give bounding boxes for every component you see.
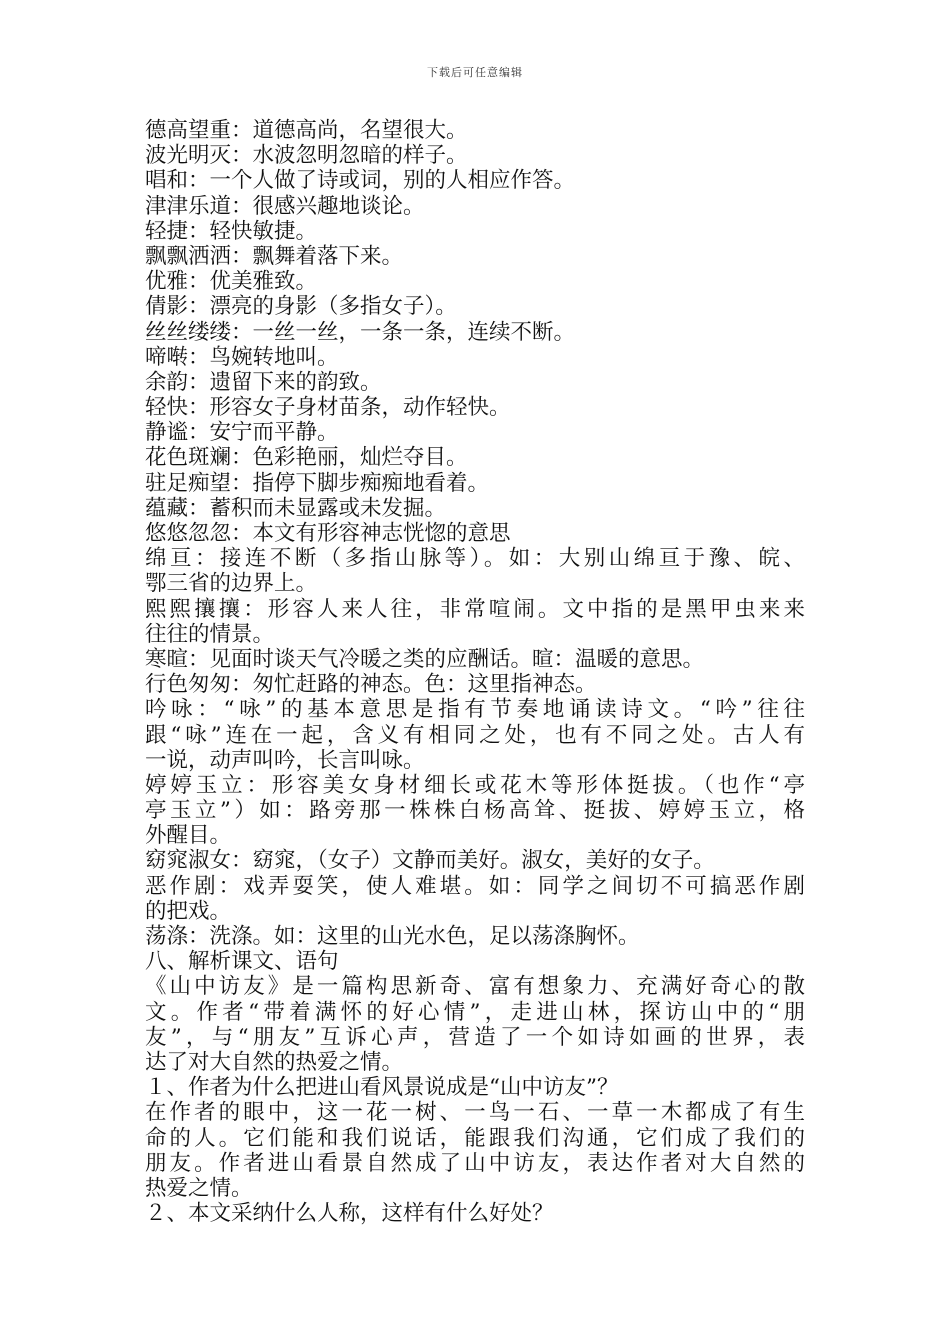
text-line: 静谧：安宁而平静。 <box>145 420 339 446</box>
text-line: 窈窕淑女：窈窕，（女子）文静而美好。淑女，美好的女子。 <box>145 848 715 874</box>
text-line: 荡涤：洗涤。如：这里的山光水色，足以荡涤胸怀。 <box>145 924 640 949</box>
text-line: 恶作剧：戏弄耍笑，使人难堪。如：同学之间切不可搞恶作剧 <box>145 873 805 899</box>
text-line: 轻捷：轻快敏捷。 <box>145 218 318 244</box>
text-line: 唱和：一个人做了诗或词，别的人相应作答。 <box>145 168 576 194</box>
text-line: 往往的情景。 <box>145 621 275 647</box>
text-line: 在作者的眼中，这一花一树、一鸟一石、一草一木都成了有生 <box>145 1100 805 1126</box>
text-line: 朋友。作者进山看景自然成了山中访友，表达作者对大自然的 <box>145 1150 805 1176</box>
text-line: 外醒目。 <box>145 823 232 849</box>
text-line: 波光明灭：水波忽明忽暗的样子。 <box>145 143 468 169</box>
text-line: 八、解析课文、语句 <box>145 949 339 975</box>
text-line: 友”，与“朋友”互诉心声，营造了一个如诗如画的世界，表 <box>145 1024 805 1050</box>
text-line: 婷婷玉立：形容美女身材细长或花木等形体挺拔。（也作“亭 <box>145 772 805 798</box>
text-line: 热爱之情。 <box>145 1175 253 1201</box>
text-line: 的把戏。 <box>145 898 232 924</box>
text-line: 德高望重：道德高尚，名望很大。 <box>145 118 468 143</box>
text-line: 跟“咏”连在一起，含义有相同之处，也有不同之处。古人有 <box>145 722 805 748</box>
text-line: 吟咏：“咏”的基本意思是指有节奏地诵读诗文。“吟”往往 <box>145 697 805 723</box>
text-line: 驻足痴望：指停下脚步痴痴地看着。 <box>145 470 490 496</box>
text-line: 《山中访友》是一篇构思新奇、富有想象力、充满好奇心的散 <box>145 974 805 1000</box>
document-body <box>145 118 805 1226</box>
text-line: 轻快：形容女子身材苗条，动作轻快。 <box>145 395 511 421</box>
text-line: 飘飘洒洒：飘舞着落下来。 <box>145 243 404 269</box>
text-line: 蕴藏：蓄积而未显露或未发掘。 <box>145 495 447 521</box>
text-line: 花色斑斓：色彩艳丽，灿烂夺目。 <box>145 445 468 471</box>
text-line: 优雅：优美雅致。 <box>145 269 318 295</box>
text-line: 熙熙攘攘：形容人来人往，非常喧闹。文中指的是黑甲虫来来 <box>145 596 805 622</box>
text-line: 余韵：遗留下来的韵致。 <box>145 369 382 395</box>
text-line: １、作者为什么把进山看风景说成是“山中访友”？ <box>145 1075 619 1101</box>
text-line: 行色匆匆：匆忙赶路的神态。色：这里指神态。 <box>145 672 597 698</box>
text-line: 绵亘：接连不断（多指山脉等）。如：大别山绵亘于豫、皖、 <box>145 546 805 572</box>
text-line: 鄂三省的边界上。 <box>145 571 318 597</box>
text-line: 寒暄：见面时谈天气冷暖之类的应酬话。暄：温暖的意思。 <box>145 646 705 672</box>
text-line: 悠悠忽忽：本文有形容神志恍惚的意思 <box>145 521 511 546</box>
text-line: 达了对大自然的热爱之情。 <box>145 1049 404 1075</box>
text-line: 倩影：漂亮的身影（多指女子）。 <box>145 294 457 320</box>
text-line: 命的人。它们能和我们说话，能跟我们沟通，它们成了我们的 <box>145 1125 805 1151</box>
page-header: 下载后可任意编辑 <box>427 66 523 79</box>
text-line: 亭玉立”）如：路旁那一株株白杨高耸、挺拔、婷婷玉立，格 <box>145 798 805 824</box>
text-line: 啼啭：鸟婉转地叫。 <box>145 344 339 370</box>
text-line: 文。作者“带着满怀的好心情”，走进山林，探访山中的“朋 <box>145 999 805 1025</box>
text-line: 一说，动声叫吟，长言叫咏。 <box>145 747 425 773</box>
text-line: ２、本文采纳什么人称，这样有什么好处？ <box>145 1201 554 1227</box>
text-line: 津津乐道：很感兴趣地谈论。 <box>145 193 425 219</box>
text-line: 丝丝缕缕：一丝一丝，一条一条，连续不断。 <box>145 319 576 345</box>
